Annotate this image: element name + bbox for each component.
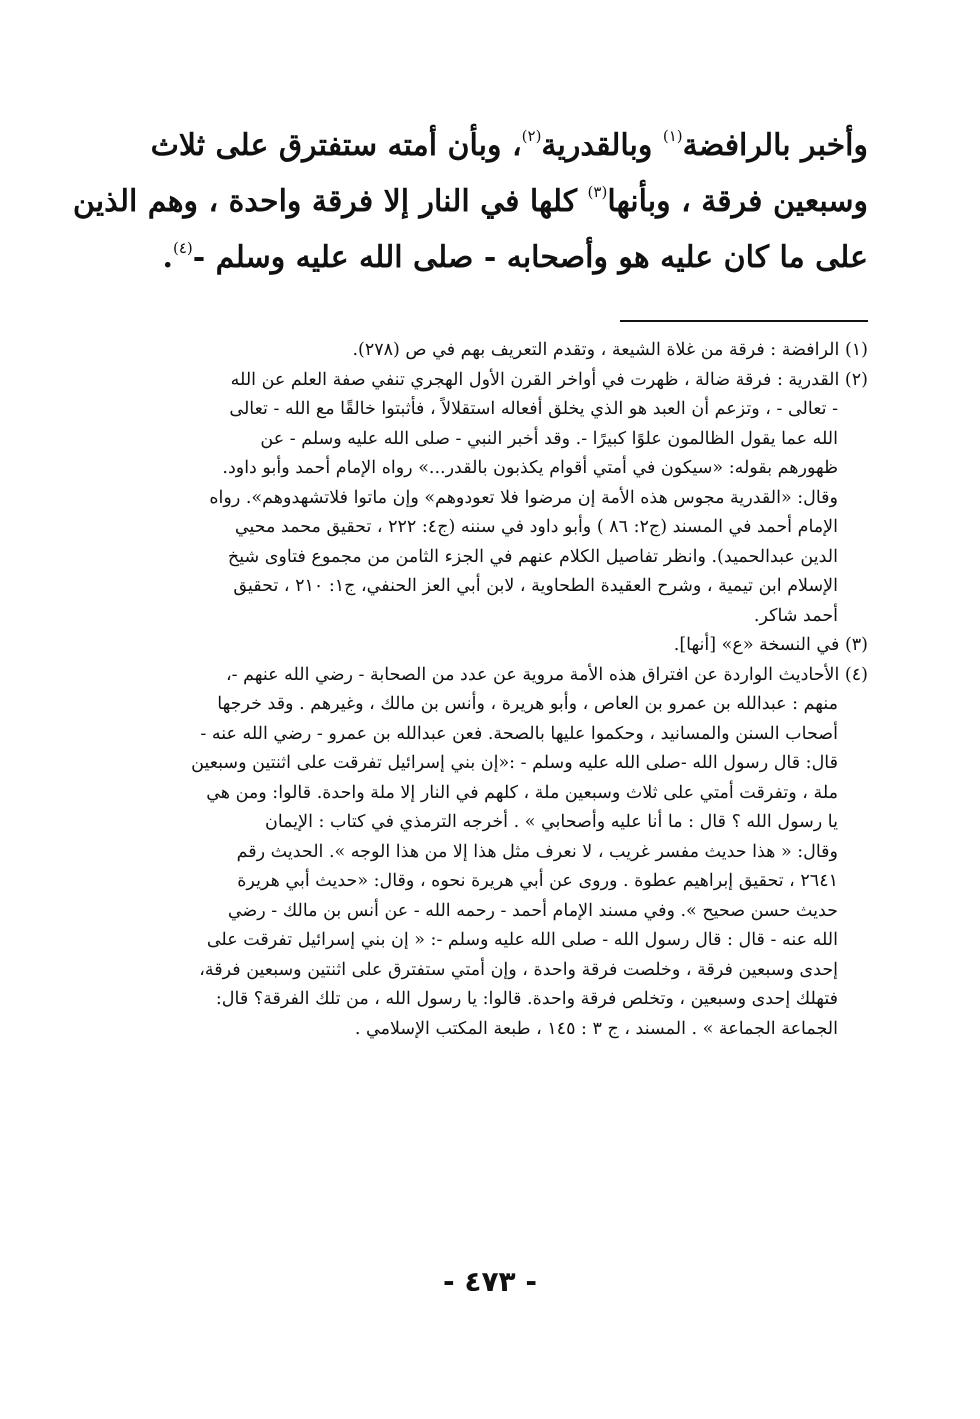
footnotes <box>108 336 868 1044</box>
page-number: - ٤٧٣ - <box>442 1265 538 1298</box>
footnote-ref-3: (٣) <box>587 183 608 201</box>
main-line-2 <box>72 174 868 230</box>
main-text-segment: وسبعين فرقة ، وبأنها <box>607 184 868 219</box>
footnote-line: أصحاب السنن والمسانيد ، وحكموا عليها بالصحة. فعن عبدالله بن عمرو - رضي الله عنه - <box>200 723 838 744</box>
main-text-segment: كلها في النار إلا فرقة واحدة ، وهم الذين <box>72 184 588 219</box>
footnote-line: الجماعة الجماعة » . المسند ، ج ٣ : ١٤٥ ، طبعة المكتب الإسلامي . <box>354 1018 838 1039</box>
footnote-line: (١) الرافضة : فرقة من غلاة الشيعة ، وتقدم التعريف بهم في ص (٢٧٨). <box>352 340 868 360</box>
footnote-3 <box>108 631 868 661</box>
footnote-line: منهم : عبدالله بن عمرو بن العاص ، وأبو هريرة ، وأنس بن مالك ، وغيرهم . وقد خرجها <box>217 694 838 714</box>
main-text-segment: على ما كان عليه هو وأصحابه - صلى الله عليه وسلم - <box>192 240 868 275</box>
main-text-segment: ، وبأن أمته ستفترق على ثلاث <box>150 128 522 163</box>
footnote-line: الإسلام ابن تيمية ، وشرح العقيدة الطحاوية ، لابن أبي العز الحنفي، ج١: ٢١٠ ، تحقيق <box>233 576 838 596</box>
footnote-line: (٤) الأحاديث الواردة عن افتراق هذه الأمة مروية عن عدد من الصحابة - رضي الله عنهم -، <box>225 664 868 685</box>
main-text-segment: وأخبر بالرافضة <box>682 128 868 163</box>
footnote-line: - تعالى - ، وتزعم أن العبد هو الذي يخلق أفعاله استقلالاً ، فأثبتوا خالقًا مع الله - تعالى <box>229 399 838 419</box>
footnote-line: الإمام أحمد في المسند (ج٢: ٨٦ ) وأبو داود في سننه (ج٤: ٢٢٢ ، تحقيق محمد محيي <box>234 517 838 537</box>
footnote-line: فتهلك إحدى وسبعين ، وتخلص فرقة واحدة. قالوا: يا رسول الله ، من تلك الفرقة؟ قال: <box>215 989 838 1009</box>
footnote-separator <box>620 320 868 322</box>
footnote-line: حديث حسن صحيح ». وفي مسند الإمام أحمد - رحمه الله - عن أنس بن مالك - رضي <box>227 900 838 921</box>
footnote-4 <box>108 661 868 1045</box>
footnote-line: ملة ، وتفرقت أمتي على ثلاث وسبعين ملة ، كلهم في النار إلا ملة واحدة. قالوا: ومن هي <box>206 782 838 803</box>
footnote-line: وقال: « هذا حديث مفسر غريب ، لا نعرف مثل هذا إلا من هذا الوجه ». الحديث رقم <box>236 841 838 862</box>
footnote-line: إحدى وسبعين فرقة ، وخلصت فرقة واحدة ، وإن أمتي ستفترق على اثنتين وسبعين فرقة، <box>199 959 838 980</box>
footnote-line: قال: قال رسول الله -صلى الله عليه وسلم - :«إن بني إسرائيل تفرقت على اثنتين وسبعين <box>191 753 838 773</box>
footnote-line: وقال: «القدرية مجوس هذه الأمة إن مرضوا فلا تعودوهم» وإن ماتوا فلاتشهدوهم». رواه <box>209 487 838 508</box>
main-line-3 <box>108 230 868 286</box>
footnote-line: ٢٦٤١ ، تحقيق إبراهيم عطوة . وروى عن أبي هريرة نحوه ، وقال: «حديث أبي هريرة <box>237 871 838 891</box>
main-text-segment: وبالقدرية <box>541 128 663 163</box>
footnote-1 <box>108 336 868 366</box>
footnote-2 <box>108 366 868 632</box>
footnote-ref-1: (١) <box>662 127 683 145</box>
footnote-line: يا رسول الله ؟ قال : ما أنا عليه وأصحابي » . أخرجه الترمذي في كتاب : الإيمان <box>264 812 838 832</box>
main-text-segment: . <box>162 240 173 275</box>
footnote-line: أحمد شاكر. <box>753 605 838 626</box>
footnote-line: الله عما يقول الظالمون علوًا كبيرًا -. وقد أخبر النبي - صلى الله عليه وسلم - عن <box>260 428 838 449</box>
footnote-line: (٢) القدرية : فرقة ضالة ، ظهرت في أواخر القرن الأول الهجري تنفي صفة العلم عن الله <box>230 369 868 390</box>
main-line-1 <box>108 118 868 174</box>
footnote-line: (٣) في النسخة «ع» [أنها]. <box>673 635 868 655</box>
footnote-ref-4: (٤) <box>173 239 193 257</box>
main-text <box>72 118 868 286</box>
footnote-ref-2: (٢) <box>521 127 542 145</box>
footnote-line: الله عنه - قال : قال رسول الله - صلى الله عليه وسلم -: « إن بني إسرائيل تفرقت على <box>206 930 838 950</box>
footnote-line: ظهورهم بقوله: «سيكون في أمتي أقوام يكذبون بالقدر...» رواه الإمام أحمد وأبو داود. <box>222 458 838 478</box>
footnote-line: الدين عبدالحميد). وانظر تفاصيل الكلام عنهم في الجزء الثامن من مجموع فتاوى شيخ <box>227 546 838 567</box>
